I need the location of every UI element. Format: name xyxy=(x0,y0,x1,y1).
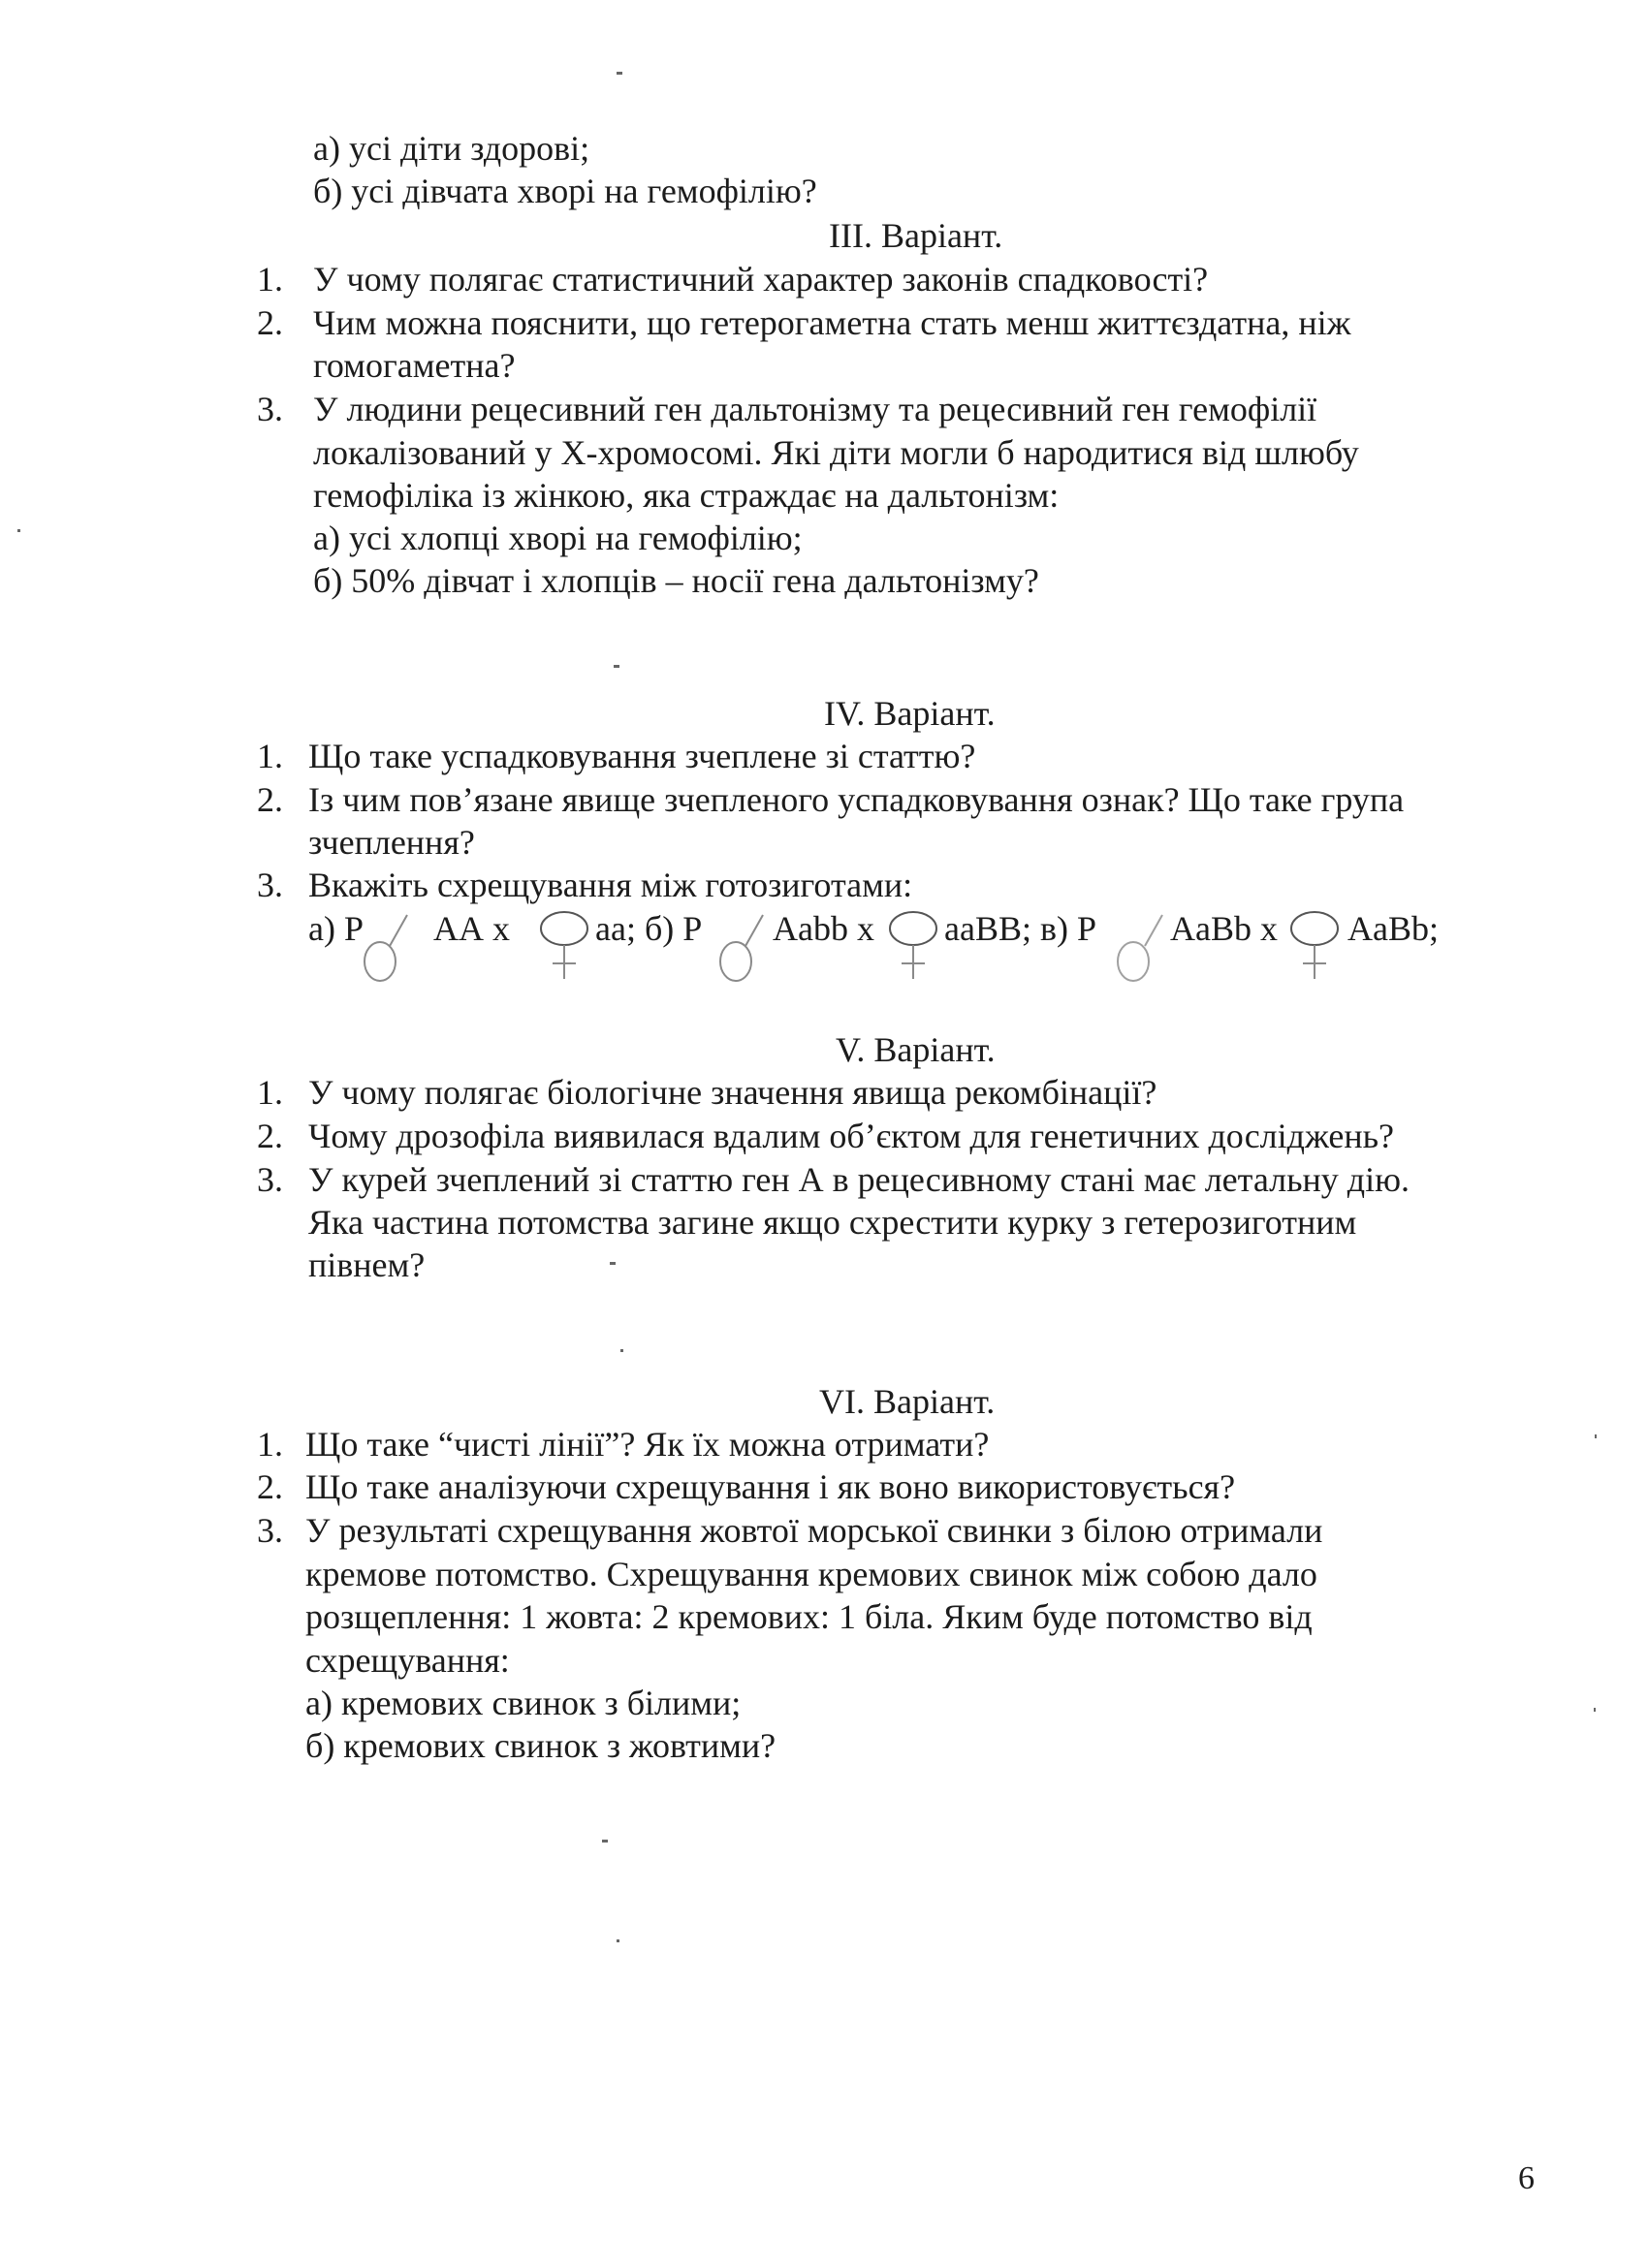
v4-question-1: Що таке успадковування зчеплене зі статтю? xyxy=(308,737,976,775)
v6-question-3-option-b: б) кремових свинок з жовтими? xyxy=(305,1726,776,1765)
cross-c-female: AaBb; xyxy=(1347,909,1439,948)
v6-question-3-line4: схрещування: xyxy=(305,1641,510,1680)
item-number: 3. xyxy=(257,1511,283,1550)
male-symbol-icon xyxy=(357,901,415,989)
v4-question-2-line1: Із чим пов’язане явище зчепленого успадковування ознак? Що таке група xyxy=(308,780,1405,819)
cross-b-label: аа; б) Р xyxy=(595,909,703,948)
item-number: 3. xyxy=(257,390,283,428)
item-number: 1. xyxy=(257,260,283,299)
v4-question-2-line2: зчеплення? xyxy=(308,823,475,862)
cross-b-male: Aabb х xyxy=(773,909,874,948)
v3-question-3-line3: гемофіліка із жінкою, яка страждає на дальтонізм: xyxy=(313,476,1060,515)
scan-speck xyxy=(1595,1434,1597,1438)
scan-speck xyxy=(17,529,20,532)
v3-question-3-line2: локалізований у Х-хромосомі. Які діти могли б народитися від шлюбу xyxy=(313,433,1359,472)
item-number: 2. xyxy=(257,303,283,342)
v3-question-2-line2: гомогаметна? xyxy=(313,346,516,385)
scan-speck xyxy=(1594,1708,1596,1712)
scan-speck xyxy=(620,1349,623,1352)
v3-question-1: У чому полягає статистичний характер законів спадковості? xyxy=(313,260,1209,299)
v5-question-2: Чому дрозофіла виявилася вдалим об’єктом для генетичних досліджень? xyxy=(308,1117,1395,1155)
v5-question-1: У чому полягає біологічне значення явища рекомбінації? xyxy=(308,1073,1157,1112)
answer-a-line: а) усі діти здорові; xyxy=(313,129,590,168)
v6-question-2: Що таке аналізуючи схрещування і як воно використовується? xyxy=(305,1467,1236,1506)
page-number: 6 xyxy=(1518,2160,1535,2196)
item-number: 2. xyxy=(257,1117,283,1155)
item-number: 1. xyxy=(257,1073,283,1112)
variant-4-title: IV. Варіант. xyxy=(824,694,996,733)
v5-question-3-line2: Яка частина потомства загине якщо схрестити курку з гетерозиготним xyxy=(308,1203,1357,1242)
v4-question-3-line1: Вкажіть схрещування між готозиготами: xyxy=(308,866,913,904)
cross-a-male: АА х xyxy=(433,909,510,948)
v6-question-3-option-a: а) кремових свинок з білими; xyxy=(305,1684,742,1722)
item-number: 3. xyxy=(257,1160,283,1199)
v5-question-3-line3: півнем? xyxy=(308,1245,426,1284)
v6-question-3-line3: розщеплення: 1 жовта: 2 кремових: 1 біла. Яким буде потомство від xyxy=(305,1597,1313,1636)
cross-c-male: AaBb х xyxy=(1170,909,1278,948)
scan-speck xyxy=(614,665,619,668)
cross-c-label: aaBB; в) Р xyxy=(944,909,1096,948)
variant-3-title: III. Варіант. xyxy=(829,216,1003,255)
item-number: 3. xyxy=(257,866,283,904)
item-number: 2. xyxy=(257,780,283,819)
v6-question-1: Що таке “чисті лінії”? Як їх можна отримати? xyxy=(305,1425,990,1464)
scan-speck xyxy=(617,72,622,75)
v3-question-3-option-a: а) усі хлопці хворі на гемофілію; xyxy=(313,519,803,557)
variant-5-title: V. Варіант. xyxy=(836,1030,996,1069)
v5-question-3-line1: У курей зчеплений зі статтю ген А в рецесивному стані має летальну дію. xyxy=(308,1160,1410,1199)
v6-question-3-line1: У результаті схрещування жовтої морської свинки з білою отримали xyxy=(305,1511,1323,1550)
scan-speck xyxy=(617,1939,619,1942)
v3-question-3-line1: У людини рецесивний ген дальтонізму та рецесивний ген гемофілії xyxy=(313,390,1317,428)
variant-6-title: VI. Варіант. xyxy=(819,1382,996,1421)
scan-speck xyxy=(610,1262,616,1265)
female-symbol-icon xyxy=(535,909,593,987)
female-symbol-icon xyxy=(1285,909,1344,987)
male-symbol-icon xyxy=(1110,901,1168,989)
female-symbol-icon xyxy=(884,909,942,987)
item-number: 1. xyxy=(257,1425,283,1464)
v6-question-3-line2: кремове потомство. Схрещування кремових свинок між собою дало xyxy=(305,1555,1317,1593)
item-number: 2. xyxy=(257,1467,283,1506)
v3-question-3-option-b: б) 50% дівчат і хлопців – носії гена дальтонізму? xyxy=(313,561,1039,600)
cross-a-label: а) Р xyxy=(308,909,364,948)
item-number: 1. xyxy=(257,737,283,775)
scan-speck xyxy=(602,1840,608,1843)
male-symbol-icon xyxy=(713,901,771,989)
v3-question-2-line1: Чим можна пояснити, що гетерогаметна стать менш життєздатна, ніж xyxy=(313,303,1351,342)
answer-b-line: б) усі дівчата хворі на гемофілію? xyxy=(313,172,817,210)
